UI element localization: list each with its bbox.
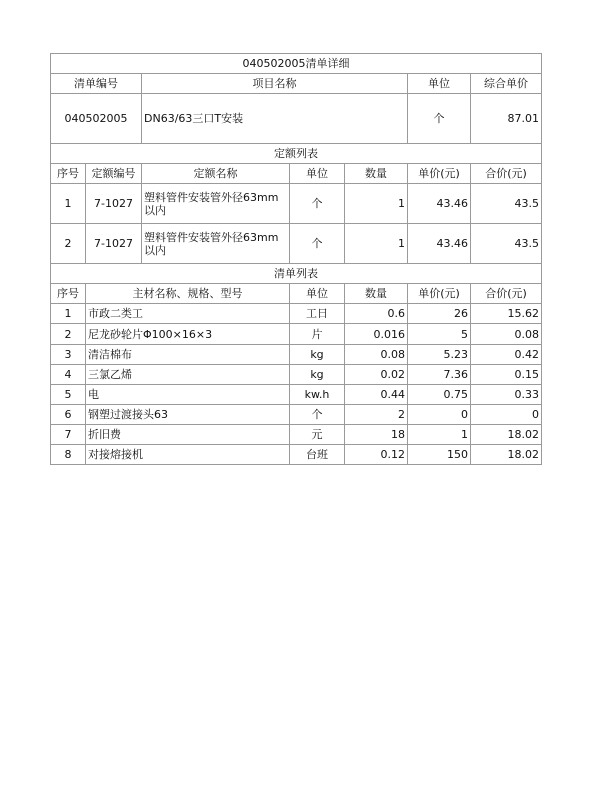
quota-seq: 1 — [51, 184, 86, 224]
material-unit: 工日 — [290, 304, 345, 324]
quota-title: 定额列表 — [51, 144, 542, 164]
sheet-title: 040502005清单详细 — [51, 54, 542, 74]
material-price: 26 — [408, 304, 471, 324]
materials-title: 清单列表 — [51, 264, 542, 284]
material-price: 0 — [408, 405, 471, 425]
material-row — [51, 445, 542, 465]
item-header-row — [51, 74, 542, 94]
material-seq: 1 — [51, 304, 86, 324]
materials-header-row — [51, 284, 542, 304]
material-seq: 7 — [51, 425, 86, 445]
quota-qty: 1 — [345, 224, 408, 264]
material-unit: kg — [290, 345, 345, 365]
quota-price: 43.46 — [408, 184, 471, 224]
material-price: 1 — [408, 425, 471, 445]
material-name: 对接熔接机 — [86, 445, 290, 465]
material-unit: kw.h — [290, 385, 345, 405]
material-qty: 18 — [345, 425, 408, 445]
material-qty: 0.44 — [345, 385, 408, 405]
material-price: 5.23 — [408, 345, 471, 365]
materials-col-price: 单价(元) — [408, 284, 471, 304]
materials-title-row — [51, 264, 542, 284]
material-total: 18.02 — [471, 425, 542, 445]
material-row — [51, 385, 542, 405]
quota-col-seq: 序号 — [51, 164, 86, 184]
bill-detail-table — [50, 53, 542, 465]
quota-row — [51, 224, 542, 264]
quota-total: 43.5 — [471, 224, 542, 264]
header-price: 综合单价 — [471, 74, 542, 94]
material-seq: 5 — [51, 385, 86, 405]
material-qty: 0.08 — [345, 345, 408, 365]
material-total: 0.15 — [471, 365, 542, 385]
material-seq: 6 — [51, 405, 86, 425]
material-total: 18.02 — [471, 445, 542, 465]
material-name: 钢塑过渡接头63 — [86, 405, 290, 425]
material-name: 三氯乙烯 — [86, 365, 290, 385]
quota-name: 塑料管件安装管外径63mm以内 — [142, 224, 290, 264]
quota-col-name: 定额名称 — [142, 164, 290, 184]
material-seq: 4 — [51, 365, 86, 385]
material-seq: 2 — [51, 324, 86, 345]
item-row — [51, 94, 542, 144]
item-name: DN63/63三口T安装 — [142, 94, 408, 144]
material-unit: 片 — [290, 324, 345, 345]
quota-col-unit: 单位 — [290, 164, 345, 184]
item-code: 040502005 — [51, 94, 142, 144]
material-total: 0 — [471, 405, 542, 425]
material-row — [51, 365, 542, 385]
material-unit: kg — [290, 365, 345, 385]
header-code: 清单编号 — [51, 74, 142, 94]
material-name: 市政二类工 — [86, 304, 290, 324]
material-seq: 3 — [51, 345, 86, 365]
material-qty: 0.02 — [345, 365, 408, 385]
bill-detail-sheet — [50, 53, 541, 465]
header-unit: 单位 — [408, 74, 471, 94]
quota-seq: 2 — [51, 224, 86, 264]
material-total: 15.62 — [471, 304, 542, 324]
quota-col-qty: 数量 — [345, 164, 408, 184]
material-qty: 0.016 — [345, 324, 408, 345]
quota-total: 43.5 — [471, 184, 542, 224]
material-row — [51, 345, 542, 365]
material-seq: 8 — [51, 445, 86, 465]
item-unit: 个 — [408, 94, 471, 144]
material-row — [51, 405, 542, 425]
material-name: 电 — [86, 385, 290, 405]
material-unit: 元 — [290, 425, 345, 445]
material-price: 0.75 — [408, 385, 471, 405]
material-row — [51, 304, 542, 324]
quota-qty: 1 — [345, 184, 408, 224]
quota-row — [51, 184, 542, 224]
quota-header-row — [51, 164, 542, 184]
quota-code: 7-1027 — [86, 184, 142, 224]
quota-code: 7-1027 — [86, 224, 142, 264]
quota-col-price: 单价(元) — [408, 164, 471, 184]
material-name: 尼龙砂轮片Φ100×16×3 — [86, 324, 290, 345]
material-price: 5 — [408, 324, 471, 345]
material-row — [51, 324, 542, 345]
quota-price: 43.46 — [408, 224, 471, 264]
material-row — [51, 425, 542, 445]
quota-col-code: 定额编号 — [86, 164, 142, 184]
material-qty: 0.12 — [345, 445, 408, 465]
material-name: 折旧费 — [86, 425, 290, 445]
quota-name: 塑料管件安装管外径63mm以内 — [142, 184, 290, 224]
material-unit: 个 — [290, 405, 345, 425]
materials-col-seq: 序号 — [51, 284, 86, 304]
material-name: 清洁棉布 — [86, 345, 290, 365]
sheet-title-row — [51, 54, 542, 74]
material-total: 0.08 — [471, 324, 542, 345]
material-price: 7.36 — [408, 365, 471, 385]
quota-title-row — [51, 144, 542, 164]
quota-col-total: 合价(元) — [471, 164, 542, 184]
quota-unit: 个 — [290, 184, 345, 224]
material-price: 150 — [408, 445, 471, 465]
quota-unit: 个 — [290, 224, 345, 264]
materials-col-unit: 单位 — [290, 284, 345, 304]
material-total: 0.33 — [471, 385, 542, 405]
materials-col-total: 合价(元) — [471, 284, 542, 304]
materials-col-qty: 数量 — [345, 284, 408, 304]
materials-col-name: 主材名称、规格、型号 — [86, 284, 290, 304]
header-name: 项目名称 — [142, 74, 408, 94]
material-total: 0.42 — [471, 345, 542, 365]
item-price: 87.01 — [471, 94, 542, 144]
material-qty: 2 — [345, 405, 408, 425]
material-unit: 台班 — [290, 445, 345, 465]
material-qty: 0.6 — [345, 304, 408, 324]
